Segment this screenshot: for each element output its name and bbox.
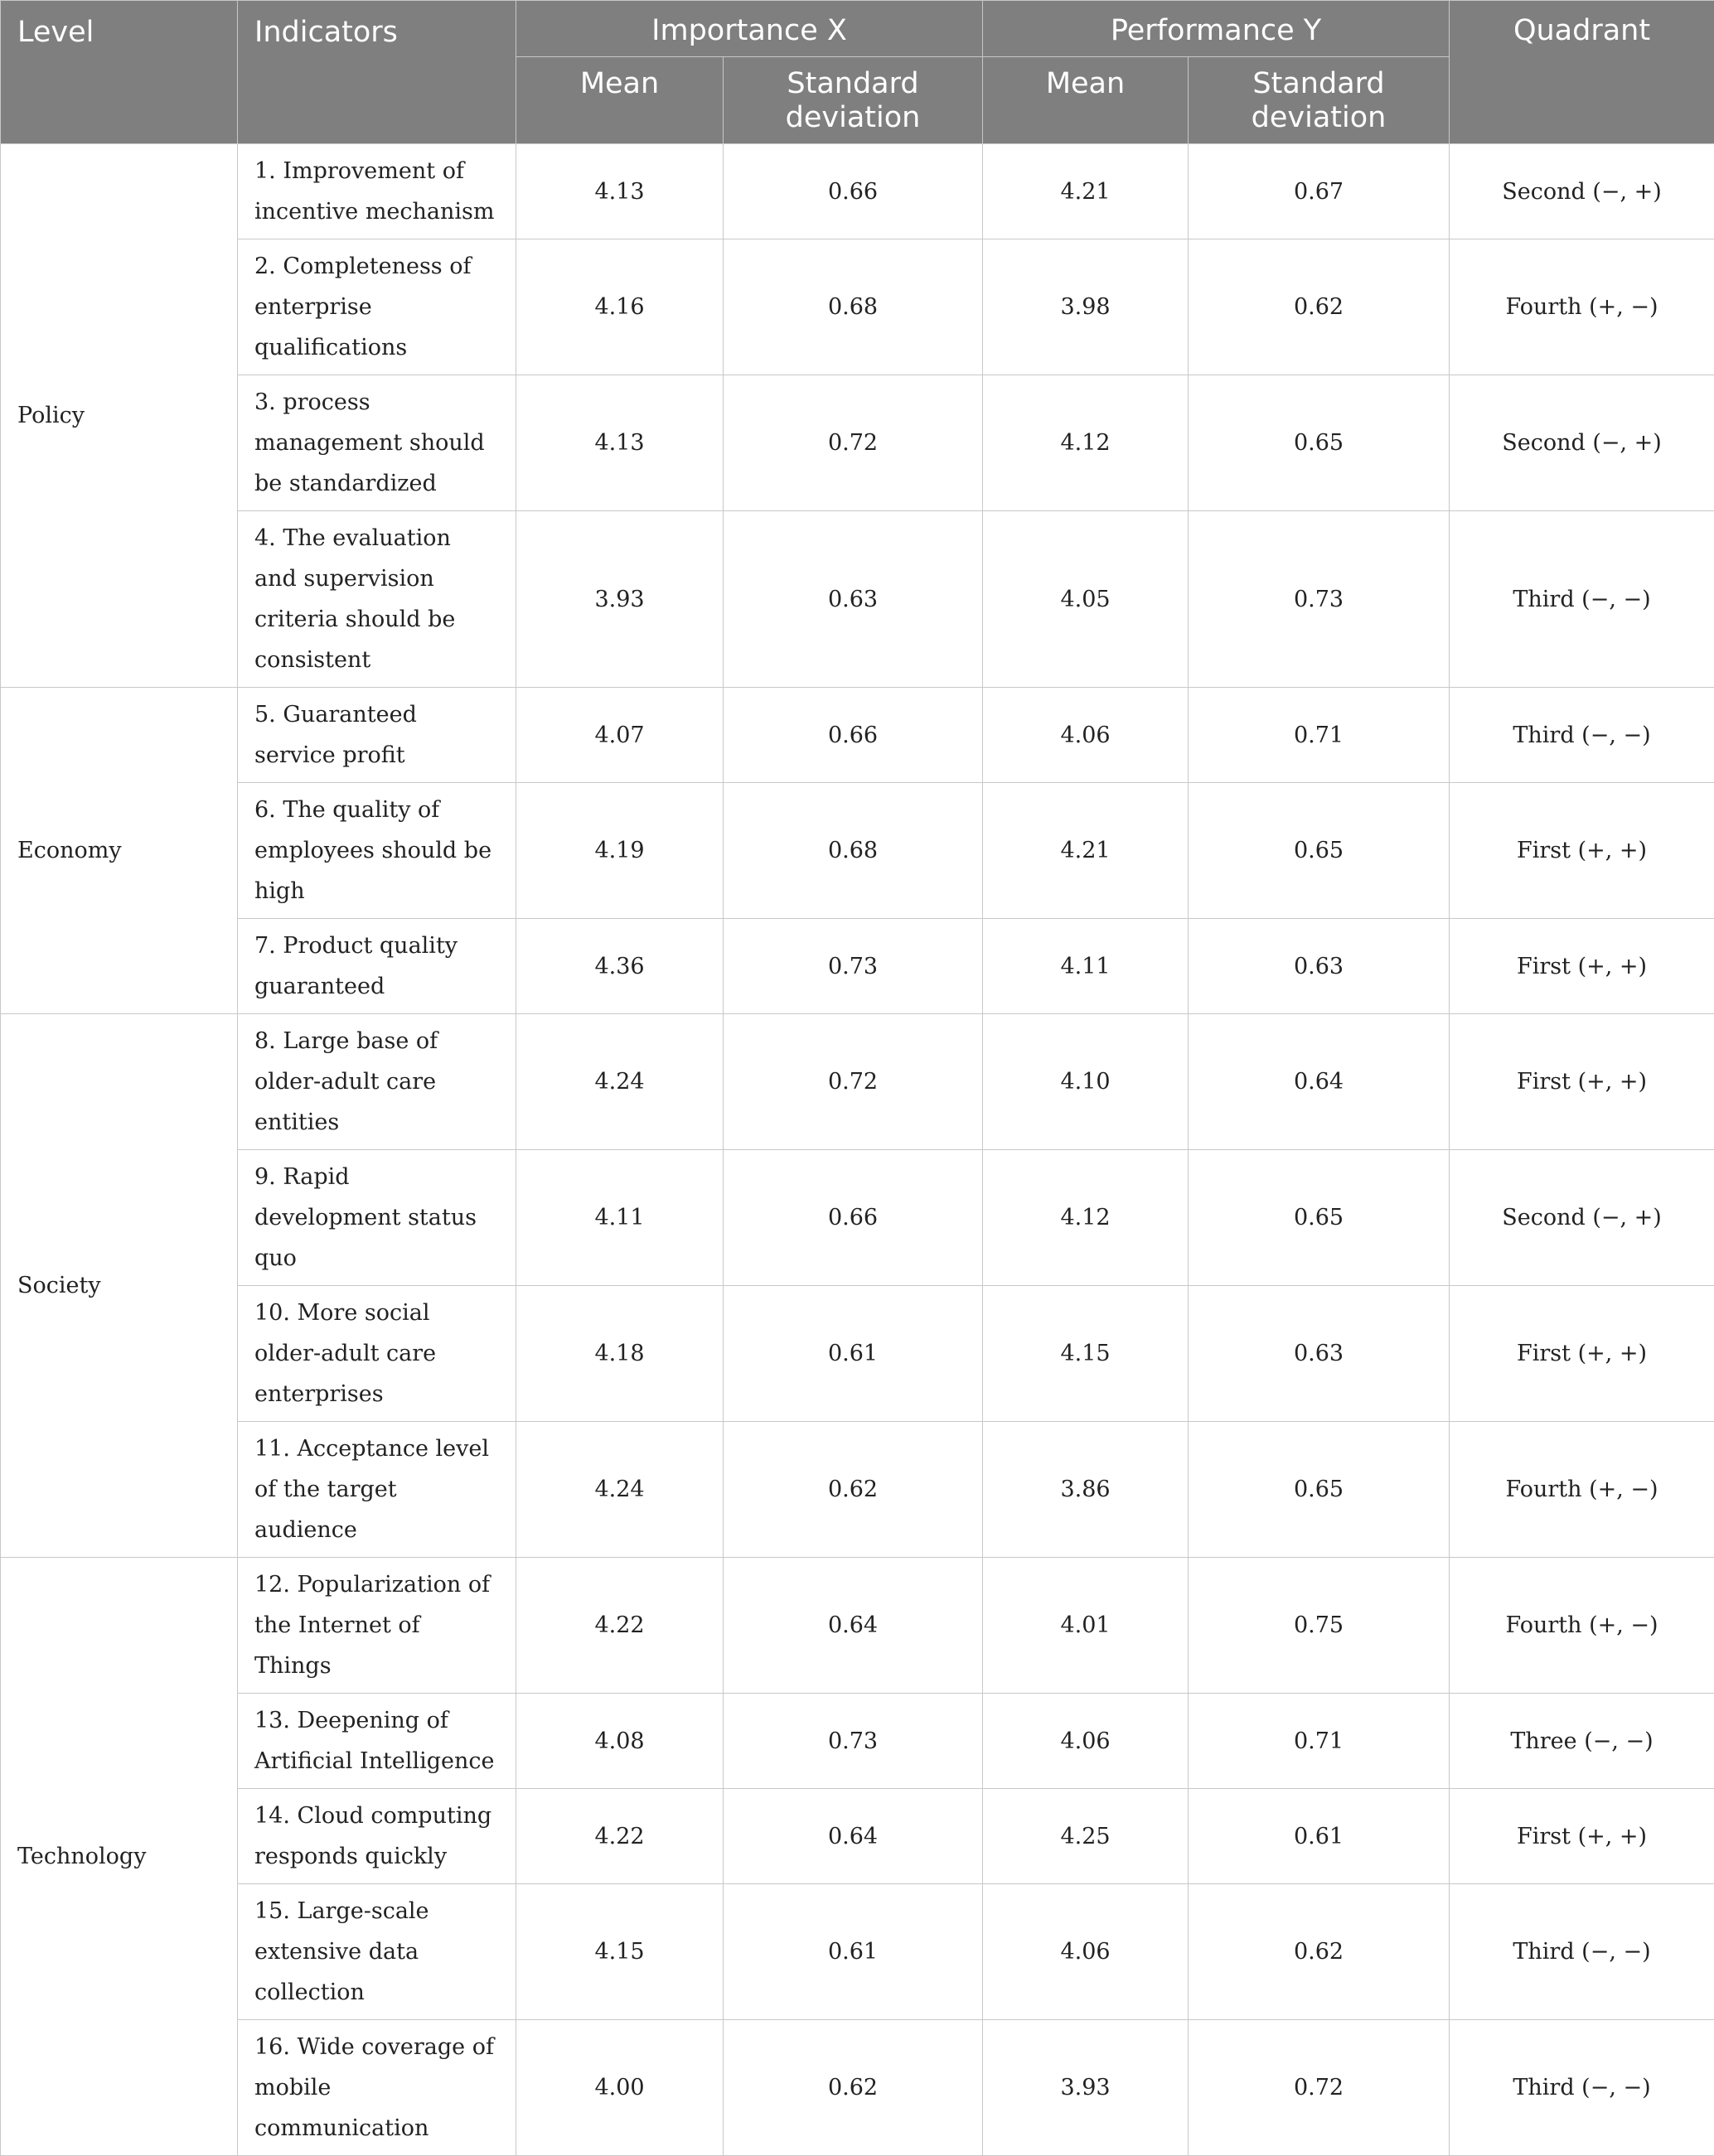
table-row — [1, 2020, 1714, 2156]
table-row — [1, 1694, 1714, 1789]
quadrant-cell: Fourth (+, −) — [1450, 1558, 1714, 1694]
table-row — [1, 1558, 1714, 1694]
quadrant-cell: First (+, +) — [1450, 1286, 1714, 1422]
quadrant-cell: Third (−, −) — [1450, 688, 1714, 783]
performance-mean-cell: 4.06 — [983, 688, 1189, 783]
indicator-cell: 16. Wide coverage of mobile communication — [238, 2020, 516, 2156]
quadrant-cell: Second (−, +) — [1450, 375, 1714, 511]
performance-sd-cell: 0.62 — [1189, 1884, 1450, 2020]
importance-sd-cell: 0.73 — [724, 1694, 983, 1789]
header-indicators: Indicators — [238, 1, 516, 144]
importance-sd-cell: 0.72 — [724, 375, 983, 511]
performance-mean-cell: 4.15 — [983, 1286, 1189, 1422]
indicator-cell: 3. process management should be standardized — [238, 375, 516, 511]
table-row — [1, 1422, 1714, 1558]
indicator-cell: 1. Improvement of incentive mechanism — [238, 144, 516, 239]
performance-mean-cell: 3.93 — [983, 2020, 1189, 2156]
table-row — [1, 144, 1714, 239]
importance-sd-cell: 0.68 — [724, 239, 983, 375]
indicator-cell: 14. Cloud computing responds quickly — [238, 1789, 516, 1884]
table-row — [1, 688, 1714, 783]
quadrant-cell: Fourth (+, −) — [1450, 239, 1714, 375]
performance-sd-cell: 0.71 — [1189, 1694, 1450, 1789]
header-performance-sd: Standard deviation — [1189, 57, 1450, 144]
importance-sd-cell: 0.73 — [724, 919, 983, 1014]
level-cell-policy: Policy — [1, 144, 238, 688]
header-importance: Importance X — [516, 1, 983, 57]
importance-sd-cell: 0.66 — [724, 144, 983, 239]
performance-sd-cell: 0.63 — [1189, 1286, 1450, 1422]
performance-sd-cell: 0.67 — [1189, 144, 1450, 239]
quadrant-cell: Three (−, −) — [1450, 1694, 1714, 1789]
performance-sd-cell: 0.71 — [1189, 688, 1450, 783]
performance-sd-cell: 0.65 — [1189, 783, 1450, 919]
quadrant-cell: Third (−, −) — [1450, 1884, 1714, 2020]
level-cell-technology: Technology — [1, 1558, 238, 2156]
quadrant-cell: Third (−, −) — [1450, 2020, 1714, 2156]
performance-mean-cell: 4.06 — [983, 1694, 1189, 1789]
quadrant-cell: First (+, +) — [1450, 919, 1714, 1014]
table-header — [1, 1, 1714, 144]
quadrant-cell: Second (−, +) — [1450, 1150, 1714, 1286]
indicator-cell: 5. Guaranteed service profit — [238, 688, 516, 783]
performance-mean-cell: 4.05 — [983, 511, 1189, 688]
importance-sd-cell: 0.61 — [724, 1884, 983, 2020]
importance-sd-cell: 0.66 — [724, 688, 983, 783]
importance-mean-cell: 4.36 — [516, 919, 724, 1014]
performance-sd-cell: 0.65 — [1189, 1150, 1450, 1286]
header-performance: Performance Y — [983, 1, 1450, 57]
importance-mean-cell: 4.11 — [516, 1150, 724, 1286]
header-performance-mean: Mean — [983, 57, 1189, 144]
importance-mean-cell: 4.00 — [516, 2020, 724, 2156]
performance-sd-cell: 0.65 — [1189, 1422, 1450, 1558]
table-row — [1, 783, 1714, 919]
importance-mean-cell: 4.19 — [516, 783, 724, 919]
indicator-cell: 6. The quality of employees should be high — [238, 783, 516, 919]
importance-mean-cell: 4.13 — [516, 375, 724, 511]
level-cell-economy: Economy — [1, 688, 238, 1014]
quadrant-cell: First (+, +) — [1450, 1014, 1714, 1150]
importance-mean-cell: 4.07 — [516, 688, 724, 783]
importance-sd-cell: 0.64 — [724, 1789, 983, 1884]
importance-mean-cell: 4.16 — [516, 239, 724, 375]
table-body — [1, 144, 1714, 2156]
performance-sd-cell: 0.61 — [1189, 1789, 1450, 1884]
table-row — [1, 1789, 1714, 1884]
table-row — [1, 239, 1714, 375]
importance-sd-cell: 0.61 — [724, 1286, 983, 1422]
importance-mean-cell: 4.18 — [516, 1286, 724, 1422]
table-row — [1, 1150, 1714, 1286]
importance-sd-cell: 0.72 — [724, 1014, 983, 1150]
importance-mean-cell: 3.93 — [516, 511, 724, 688]
header-level: Level — [1, 1, 238, 144]
quadrant-cell: Third (−, −) — [1450, 511, 1714, 688]
header-importance-sd: Standard deviation — [724, 57, 983, 144]
quadrant-cell: Second (−, +) — [1450, 144, 1714, 239]
importance-sd-cell: 0.64 — [724, 1558, 983, 1694]
performance-sd-cell: 0.62 — [1189, 239, 1450, 375]
indicator-cell: 7. Product quality guaranteed — [238, 919, 516, 1014]
quadrant-cell: First (+, +) — [1450, 1789, 1714, 1884]
table-row — [1, 1884, 1714, 2020]
performance-mean-cell: 3.86 — [983, 1422, 1189, 1558]
header-quadrant: Quadrant — [1450, 1, 1714, 144]
indicator-cell: 8. Large base of older-adult care entities — [238, 1014, 516, 1150]
importance-mean-cell: 4.24 — [516, 1422, 724, 1558]
table-row — [1, 375, 1714, 511]
importance-sd-cell: 0.68 — [724, 783, 983, 919]
indicator-cell: 13. Deepening of Artificial Intelligence — [238, 1694, 516, 1789]
performance-mean-cell: 4.21 — [983, 783, 1189, 919]
importance-mean-cell: 4.15 — [516, 1884, 724, 2020]
performance-mean-cell: 4.21 — [983, 144, 1189, 239]
importance-sd-cell: 0.62 — [724, 1422, 983, 1558]
importance-sd-cell: 0.63 — [724, 511, 983, 688]
importance-mean-cell: 4.13 — [516, 144, 724, 239]
indicator-cell: 4. The evaluation and supervision criteria should be consistent — [238, 511, 516, 688]
importance-sd-cell: 0.66 — [724, 1150, 983, 1286]
indicator-cell: 2. Completeness of enterprise qualifications — [238, 239, 516, 375]
importance-mean-cell: 4.08 — [516, 1694, 724, 1789]
indicator-cell: 10. More social older-adult care enterprises — [238, 1286, 516, 1422]
table-row — [1, 511, 1714, 688]
header-importance-mean: Mean — [516, 57, 724, 144]
performance-sd-cell: 0.65 — [1189, 375, 1450, 511]
indicator-cell: 9. Rapid development status quo — [238, 1150, 516, 1286]
performance-sd-cell: 0.73 — [1189, 511, 1450, 688]
quadrant-cell: First (+, +) — [1450, 783, 1714, 919]
importance-sd-cell: 0.62 — [724, 2020, 983, 2156]
performance-sd-cell: 0.75 — [1189, 1558, 1450, 1694]
performance-mean-cell: 4.12 — [983, 1150, 1189, 1286]
table-row — [1, 1014, 1714, 1150]
performance-mean-cell: 4.25 — [983, 1789, 1189, 1884]
importance-mean-cell: 4.24 — [516, 1014, 724, 1150]
performance-sd-cell: 0.72 — [1189, 2020, 1450, 2156]
table-row — [1, 1286, 1714, 1422]
quadrant-cell: Fourth (+, −) — [1450, 1422, 1714, 1558]
performance-sd-cell: 0.63 — [1189, 919, 1450, 1014]
importance-mean-cell: 4.22 — [516, 1789, 724, 1884]
performance-mean-cell: 4.11 — [983, 919, 1189, 1014]
indicator-cell: 15. Large-scale extensive data collection — [238, 1884, 516, 2020]
importance-mean-cell: 4.22 — [516, 1558, 724, 1694]
performance-mean-cell: 4.06 — [983, 1884, 1189, 2020]
performance-mean-cell: 3.98 — [983, 239, 1189, 375]
performance-mean-cell: 4.12 — [983, 375, 1189, 511]
performance-mean-cell: 4.10 — [983, 1014, 1189, 1150]
indicator-cell: 12. Popularization of the Internet of Things — [238, 1558, 516, 1694]
performance-sd-cell: 0.64 — [1189, 1014, 1450, 1150]
performance-mean-cell: 4.01 — [983, 1558, 1189, 1694]
indicator-cell: 11. Acceptance level of the target audience — [238, 1422, 516, 1558]
table-row — [1, 919, 1714, 1014]
level-cell-society: Society — [1, 1014, 238, 1558]
